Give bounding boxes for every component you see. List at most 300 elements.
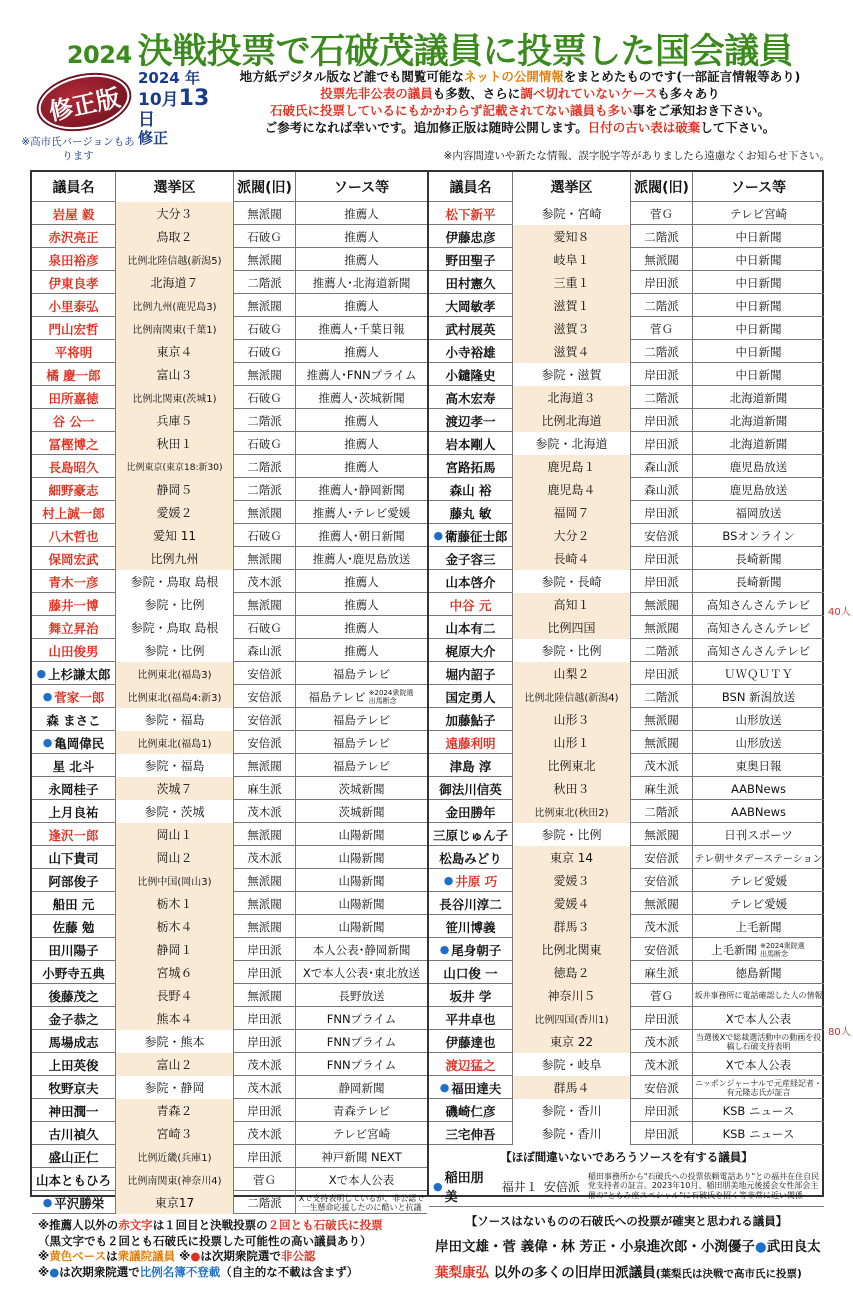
- table-row: [429, 984, 824, 1007]
- member-name: [429, 271, 513, 294]
- member-faction: 二階派: [234, 478, 296, 501]
- legend-part: ※: [38, 1264, 50, 1279]
- member-district: 静岡５: [116, 478, 234, 501]
- member-source-text: テレビ愛媛: [729, 873, 788, 888]
- member-source-text: 中日新聞: [735, 229, 782, 244]
- member-source-text: 神戸新聞 NEXT: [321, 1149, 402, 1164]
- column-header-source: ソース等: [333, 180, 390, 196]
- member-faction: 無派閥: [234, 363, 296, 386]
- member-district: 比例四国: [513, 616, 631, 639]
- member-source: [693, 754, 824, 777]
- member-faction: 安倍派: [631, 938, 693, 961]
- non-listed-dot-icon: ●: [443, 874, 454, 887]
- member-name-text: 藤井一博: [48, 597, 99, 613]
- likely-source-title: 【ほぼ間違いないであろうソースを有する議員】: [500, 1150, 753, 1164]
- member-faction: 無派閥: [234, 294, 296, 317]
- member-faction: 無派閥: [234, 892, 296, 915]
- member-name-text: 上月良祐: [48, 804, 99, 820]
- member-source: [693, 777, 824, 800]
- legend-part: は: [106, 1249, 118, 1263]
- member-faction: 二階派: [631, 225, 693, 248]
- table-row: [32, 386, 427, 409]
- legend-part: は次期衆院選で: [200, 1249, 281, 1263]
- member-name-text: 宮路拓馬: [445, 459, 496, 475]
- member-district: 富山２: [116, 1053, 234, 1076]
- member-source-text: テレビ宮崎: [729, 206, 788, 221]
- table-row: [429, 570, 824, 593]
- non-listed-dot-icon: ●: [439, 1081, 450, 1094]
- member-name: [32, 501, 116, 524]
- table-row: [32, 1076, 427, 1099]
- member-name: [32, 984, 116, 1007]
- member-source-text: 中日新聞: [735, 367, 782, 382]
- member-source-text: 坂井事務所に電話確認した人の情報: [694, 991, 823, 1000]
- table-row: [32, 1145, 427, 1168]
- member-name-text: 馬場成志: [48, 1034, 99, 1050]
- table-row: [32, 846, 427, 869]
- member-district: 富山３: [116, 363, 234, 386]
- member-source: [296, 271, 427, 294]
- member-source-text: 推薦人: [344, 344, 379, 359]
- member-name-text: 佐藤 勉: [52, 919, 95, 935]
- member-name: [32, 317, 116, 340]
- member-faction: 無派閥: [631, 708, 693, 731]
- member-name-text: 森山 裕: [449, 482, 492, 498]
- member-source-text: テレ朝サタデーステーション: [694, 854, 823, 865]
- member-name: [429, 685, 513, 708]
- member-source-text: 山形放送: [735, 712, 782, 727]
- count-marker-80: 80人: [828, 1027, 851, 1038]
- table-row: [429, 1099, 824, 1122]
- member-faction: 二階派: [234, 409, 296, 432]
- member-source: [693, 409, 824, 432]
- member-faction: 茂木派: [234, 570, 296, 593]
- member-source: [693, 294, 824, 317]
- member-name-text: 坂井 学: [449, 988, 492, 1004]
- table-row: [32, 1099, 427, 1122]
- member-name-text: 武村展英: [445, 321, 496, 337]
- member-name-text: 冨樫博之: [48, 436, 99, 452]
- member-district: 比例東北(福島3): [116, 662, 234, 685]
- member-district: 比例東京(東京18:新30): [116, 455, 234, 478]
- member-name: [32, 1099, 116, 1122]
- member-name: [32, 662, 116, 685]
- table-row: [32, 961, 427, 984]
- member-faction: 石破Ｇ: [234, 225, 296, 248]
- member-district: 比例中国(岡山3): [116, 869, 234, 892]
- table-row: [32, 823, 427, 846]
- table-row: [32, 501, 427, 524]
- member-name-text: 小寺裕雄: [445, 344, 496, 360]
- member-source: [693, 800, 824, 823]
- member-name-text: 神田潤一: [48, 1103, 99, 1119]
- member-name: [32, 754, 116, 777]
- member-source-text: 高知さんさんテレビ: [706, 620, 811, 635]
- member-source-text: 当選後Xで総裁選活動中の動画を投稿し石破支持表明: [695, 1032, 822, 1051]
- member-name: [429, 961, 513, 984]
- member-district: 比例東北(秋田2): [513, 800, 631, 823]
- intro-2c: 調べ切れていないケース: [520, 86, 658, 101]
- date-revision: 修正: [138, 129, 169, 148]
- certain-name-last: 武田良太: [766, 1239, 821, 1255]
- member-name: [32, 1030, 116, 1053]
- member-source-text: 中日新聞: [735, 298, 782, 313]
- member-district: 比例東北(福島1): [116, 731, 234, 754]
- member-district: 栃木１: [116, 892, 234, 915]
- member-faction: 森山派: [631, 478, 693, 501]
- member-faction: 無派閥: [234, 501, 296, 524]
- member-name-text: 上杉謙太郎: [48, 666, 111, 682]
- member-source-text: 推薦人: [344, 413, 379, 428]
- member-name: [429, 294, 513, 317]
- column-header-faction: 派閥(旧): [631, 172, 693, 202]
- member-faction: 岸田派: [631, 432, 693, 455]
- member-name-text: 星 北斗: [52, 758, 95, 774]
- member-faction: 無派閥: [234, 593, 296, 616]
- voter-table: [30, 170, 824, 1281]
- member-name-text: 加藤鮎子: [445, 712, 496, 728]
- legend-part: 非公認: [280, 1249, 316, 1263]
- member-name: [429, 478, 513, 501]
- revision-badge: [34, 67, 135, 137]
- table-row: [32, 409, 427, 432]
- member-district: 大分３: [116, 202, 234, 225]
- member-name: [429, 1076, 513, 1099]
- member-source: [296, 455, 427, 478]
- intro-4a: ご参考になれば幸いです。追加修正版は随時公開します。: [264, 120, 588, 135]
- column-header-source: ソース等: [730, 180, 787, 196]
- member-name-text: 永岡桂子: [48, 781, 99, 797]
- date-day: 13: [178, 85, 210, 111]
- member-district: 岐阜１: [513, 248, 631, 271]
- intro-3b: 事をご承知おき下さい。: [632, 103, 771, 118]
- member-name-text: 御法川信英: [439, 781, 502, 797]
- member-faction: 茂木派: [631, 1053, 693, 1076]
- table-row: [429, 1122, 824, 1145]
- table-row: [32, 363, 427, 386]
- member-source-text: 推薦人: [344, 643, 379, 658]
- table-row: [429, 478, 824, 501]
- badge-label: 修正版: [46, 83, 123, 126]
- member-source: [296, 1053, 427, 1076]
- member-name-text: 金田勝年: [445, 804, 496, 820]
- member-name: [429, 248, 513, 271]
- member-source-text: Xで本人公表･東北放送: [302, 965, 421, 980]
- table-row: [32, 524, 427, 547]
- member-district: 熊本４: [116, 1007, 234, 1030]
- member-source: [296, 202, 427, 225]
- member-name: [32, 248, 116, 271]
- member-faction: 二階派: [234, 271, 296, 294]
- table-row: [32, 800, 427, 823]
- member-faction: 二階派: [631, 340, 693, 363]
- member-name: [429, 1122, 513, 1145]
- legend-part: 衆議院議員: [117, 1249, 176, 1263]
- member-district: 東京４: [116, 340, 234, 363]
- member-faction: 菅Ｇ: [631, 984, 693, 1007]
- member-faction: 無派閥: [631, 616, 693, 639]
- likely-source-row: [429, 1167, 824, 1205]
- member-faction: 岸田派: [631, 570, 693, 593]
- member-faction: 安倍派: [631, 846, 693, 869]
- legend-part: （黒文字でも２回とも石破氏に投票した可能性の高い議員あり）: [38, 1233, 372, 1248]
- member-source: [296, 1145, 427, 1168]
- member-name-text: 船田 元: [52, 896, 95, 912]
- member-faction: 安倍派: [631, 524, 693, 547]
- table-row: [32, 478, 427, 501]
- table-row: [429, 846, 824, 869]
- certain-no-source-title: 【ソースはないものの石破氏への投票が確実と思われる議員】: [465, 1214, 788, 1228]
- member-district: 比例九州(鹿児島3): [116, 294, 234, 317]
- member-district: 宮崎３: [116, 1122, 234, 1145]
- member-source-text: 長野放送: [338, 988, 385, 1003]
- member-source-text: 茨城新聞: [338, 804, 385, 819]
- member-district: 青森２: [116, 1099, 234, 1122]
- member-name: [429, 892, 513, 915]
- member-source-text: 推薦人･静岡新聞: [318, 482, 405, 497]
- member-district: 神奈川５: [513, 984, 631, 1007]
- member-source-text: 北海道新聞: [729, 436, 788, 451]
- member-source-text: 高知さんさんテレビ: [706, 597, 811, 612]
- member-district: 愛媛４: [513, 892, 631, 915]
- member-name: [32, 432, 116, 455]
- member-district: 岡山２: [116, 846, 234, 869]
- member-faction: 無派閥: [631, 823, 693, 846]
- table-row: [429, 639, 824, 662]
- member-source-text: 推薦人･朝日新聞: [318, 528, 405, 543]
- member-source-text: 上毛新聞: [735, 919, 782, 934]
- table-row: [429, 547, 824, 570]
- legend-part: （自主的な不載は含まず）: [220, 1264, 359, 1279]
- member-district: 長野４: [116, 984, 234, 1007]
- member-source: [693, 248, 824, 271]
- member-faction: 茂木派: [234, 1076, 296, 1099]
- member-source-text: 山陽新聞: [338, 896, 385, 911]
- member-name-text: 梶原大介: [445, 643, 496, 659]
- member-source-text: 東奥日報: [735, 758, 782, 773]
- member-source-text: 推薦人: [344, 436, 379, 451]
- table-row: [32, 1053, 427, 1076]
- table-row: [429, 961, 824, 984]
- member-source-text: 推薦人･FNNプライム: [306, 367, 417, 382]
- member-name: [429, 639, 513, 662]
- member-name: [32, 547, 116, 570]
- member-source-text: 推薦人･茨城新聞: [318, 390, 405, 405]
- member-source: [693, 685, 824, 708]
- member-faction: 岸田派: [631, 662, 693, 685]
- table-row: [429, 317, 824, 340]
- member-district: 鳥取２: [116, 225, 234, 248]
- member-name-text: 岩本剛人: [445, 436, 496, 452]
- member-name: [429, 731, 513, 754]
- member-faction: 無派閥: [631, 593, 693, 616]
- member-district: 宮城６: [116, 961, 234, 984]
- member-name-text: 阿部俊子: [48, 873, 99, 889]
- non-listed-dot-icon: ●: [433, 1179, 443, 1193]
- intro-2d: も多々あり: [657, 86, 720, 101]
- table-row: [32, 938, 427, 961]
- member-name: [32, 685, 116, 708]
- member-name: [429, 1030, 513, 1053]
- member-faction: 岸田派: [234, 938, 296, 961]
- table-row: [429, 202, 824, 225]
- member-faction: 岸田派: [631, 1122, 693, 1145]
- member-name-text: 田川陽子: [48, 942, 99, 958]
- table-row: [32, 202, 427, 225]
- member-name: [32, 294, 116, 317]
- member-source-text: BSオンライン: [722, 528, 795, 543]
- member-district: 愛媛２: [116, 501, 234, 524]
- member-name-text: 盛山正仁: [48, 1149, 99, 1165]
- member-name: [429, 754, 513, 777]
- member-source-text: 北海道新聞: [729, 413, 788, 428]
- member-district: 比例北関東(茨城1): [116, 386, 234, 409]
- table-row: [32, 754, 427, 777]
- member-source: [693, 225, 824, 248]
- table-row: [32, 225, 427, 248]
- member-district: 愛知 11: [116, 524, 234, 547]
- member-district: 参院・鳥取 島根: [116, 616, 234, 639]
- hanashi-name: 葉梨康弘: [435, 1265, 489, 1281]
- member-name-text: 津島 淳: [449, 758, 492, 774]
- member-district: 山梨２: [513, 662, 631, 685]
- member-source: [693, 984, 824, 1007]
- table-row: [32, 1191, 427, 1214]
- table-row: [429, 593, 824, 616]
- member-name-text: 中谷 元: [449, 597, 492, 613]
- table-row: [32, 455, 427, 478]
- intro-4c: して下さい。: [700, 120, 776, 135]
- member-name: [429, 317, 513, 340]
- member-source-text: AABNews: [730, 804, 787, 819]
- non-listed-dot-icon: ●: [42, 1196, 53, 1209]
- member-district: 岡山１: [116, 823, 234, 846]
- member-name-text: 堀内詔子: [445, 666, 496, 682]
- member-name: [32, 892, 116, 915]
- table-row: [429, 225, 824, 248]
- member-source-text: 中日新聞: [735, 252, 782, 267]
- member-source-text: 推薦人･鹿児島放送: [312, 551, 411, 566]
- table-row: [32, 294, 427, 317]
- member-faction: 茂木派: [631, 915, 693, 938]
- member-district: 参院・香川: [513, 1122, 631, 1145]
- member-faction: 石破Ｇ: [234, 340, 296, 363]
- member-name-text: 村上誠一郎: [42, 505, 105, 521]
- member-faction: 無派閥: [234, 823, 296, 846]
- member-name-text: 山田俊男: [48, 643, 99, 659]
- member-name-text: 三原じゅん子: [432, 827, 508, 843]
- member-name: [32, 455, 116, 478]
- member-source: [693, 938, 824, 961]
- member-district: 鹿児島４: [513, 478, 631, 501]
- member-source-text: テレビ愛媛: [729, 896, 788, 911]
- member-source-text: ニッポンジャーナルで元産経記者・有元隆志氏が証言: [695, 1078, 822, 1097]
- member-name-text: 平沢勝栄: [54, 1195, 105, 1211]
- table-row: [429, 685, 824, 708]
- member-name-text: 長島昭久: [48, 459, 99, 475]
- member-source-text: 福島テレビ: [332, 666, 391, 681]
- table-row: [32, 869, 427, 892]
- intro-4b: 日付の古い表は破棄: [587, 120, 701, 135]
- table-row: [32, 593, 427, 616]
- member-source-text: 推薦人･テレビ愛媛: [312, 505, 411, 520]
- member-source: [693, 823, 824, 846]
- member-source-text: 推薦人･北海道新聞: [312, 275, 411, 290]
- legend-line-1: [38, 1218, 421, 1234]
- legend-part: ●: [190, 1249, 201, 1263]
- member-name-text: 山口俊 一: [443, 965, 498, 981]
- member-source-text: 鹿児島放送: [729, 482, 788, 497]
- member-source-text: 日刊スポーツ: [724, 827, 793, 842]
- member-district: 参院・北海道: [513, 432, 631, 455]
- member-district: 比例九州: [116, 547, 234, 570]
- member-source-text: KSB ニュース: [722, 1103, 795, 1118]
- intro-1a: 地方紙デジタル版など誰でも閲覧可能な: [239, 69, 464, 84]
- likely-source-district: 福井１: [501, 1179, 538, 1194]
- legend-part: 黄色ベース: [49, 1249, 107, 1263]
- member-source-text: テレビ宮崎: [332, 1126, 391, 1141]
- member-source: [693, 846, 824, 869]
- member-source: [693, 524, 824, 547]
- table-header-row: [429, 172, 824, 202]
- member-faction: 菅Ｇ: [234, 1168, 296, 1191]
- member-district: 東京 22: [513, 1030, 631, 1053]
- table-row: [32, 662, 427, 685]
- member-faction: 岸田派: [234, 961, 296, 984]
- certain-no-source-line-2: [429, 1261, 824, 1281]
- legend-part: は１回目と決戦投票の: [152, 1218, 268, 1232]
- member-name: [429, 363, 513, 386]
- member-name-text: 伊藤忠彦: [445, 229, 496, 245]
- member-district: 参院・滋賀: [513, 363, 631, 386]
- member-name: [32, 202, 116, 225]
- member-name-text: 松下新平: [445, 206, 496, 222]
- likely-source-box: [429, 1147, 824, 1207]
- member-district: 比例南関東(千葉1): [116, 317, 234, 340]
- member-source-text: Xで本人公表: [328, 1172, 395, 1187]
- member-name-text: 福田達夫: [451, 1080, 502, 1096]
- table-row: [429, 455, 824, 478]
- member-name-text: 森 まさこ: [46, 712, 101, 728]
- member-source-text: Xで本人公表: [725, 1011, 792, 1026]
- member-name-text: 笹川博義: [445, 919, 496, 935]
- member-name: [429, 501, 513, 524]
- member-name-text: 上田英俊: [48, 1057, 99, 1073]
- member-source: [693, 892, 824, 915]
- certain-no-source-box: [429, 1207, 824, 1293]
- member-source-text: 上毛新聞: [711, 942, 757, 957]
- table-row: [429, 409, 824, 432]
- legend-line-3: [38, 1249, 421, 1265]
- member-source: [693, 915, 824, 938]
- member-name: [32, 363, 116, 386]
- member-name: [32, 1191, 116, 1214]
- table-row: [429, 363, 824, 386]
- member-source: [693, 1076, 824, 1099]
- member-source-text: ＵＷＱＵＴＹ: [724, 666, 793, 681]
- member-name: [32, 340, 116, 363]
- member-name-text: 古川禎久: [48, 1126, 99, 1142]
- member-district: 比例北関東: [513, 938, 631, 961]
- member-source-text: 推薦人: [344, 229, 379, 244]
- member-source: [693, 363, 824, 386]
- member-source: [693, 1053, 824, 1076]
- member-source-text: 福島テレビ: [332, 735, 391, 750]
- intro-2a: 投票先非公表の議員: [320, 86, 433, 101]
- member-name-text: 谷 公一: [52, 413, 95, 429]
- member-district: 参院・岐阜: [513, 1053, 631, 1076]
- non-listed-dot-icon: ●: [754, 1239, 767, 1255]
